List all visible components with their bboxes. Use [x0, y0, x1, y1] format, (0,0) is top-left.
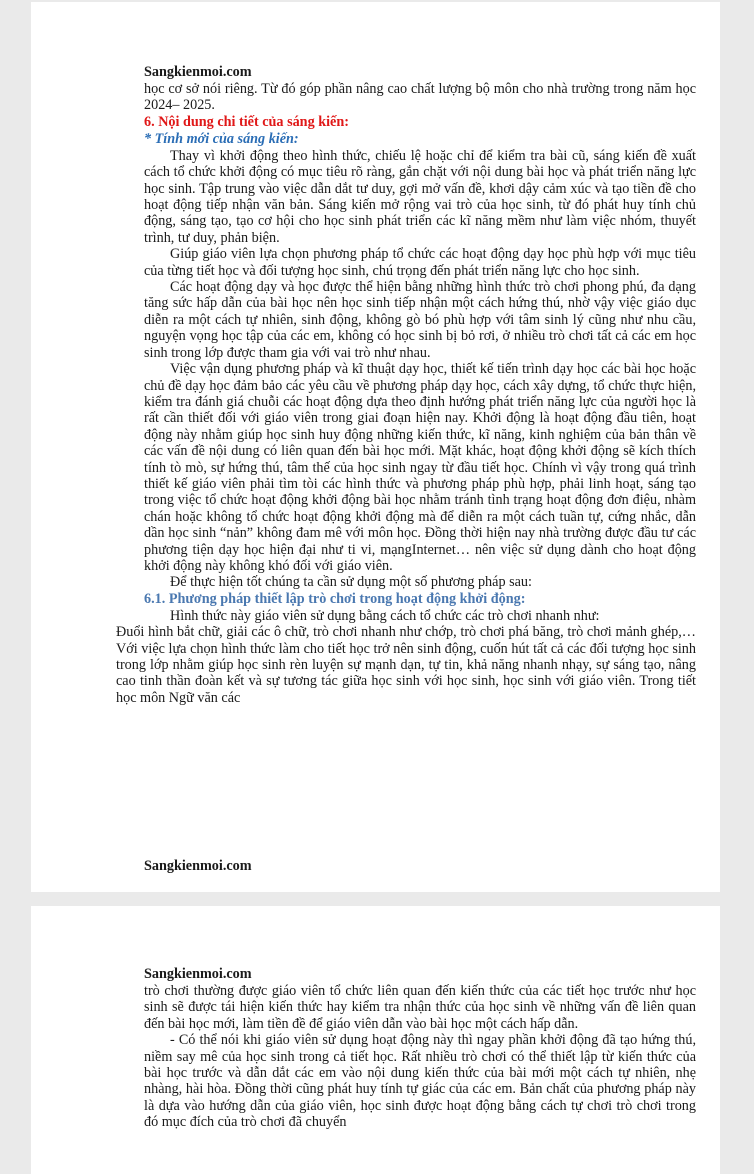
- paragraph: Thay vì khởi động theo hình thức, chiếu lệ hoặc chỉ để kiểm tra bài cũ, sáng kiến đề xuất cách tổ chức khởi động có mục tiêu rõ ràng, gắn chặt với nội dung bài học và phát triển năng lực học sinh. Tập trung vào việc dẫn dắt tư duy, gợi mở vấn đề, khơi dậy cảm xúc và tạo tiền đề cho hoạt động tiếp nhận văn bản. Sáng kiến mở rộng vai trò của học sinh, từ đó phát huy tính chủ động, sáng tạo, tạo cơ hội cho học sinh phát triển các kĩ năng mềm như làm việc nhóm, thuyết trình, tư duy, phản biện.: [144, 147, 696, 246]
- document-page-1: [31, 2, 720, 892]
- paragraph: Việc vận dụng phương pháp và kĩ thuật dạy học, thiết kế tiến trình dạy học các bài học hoặc chủ đề dạy học đảm bảo các yêu cầu về phương pháp dạy học, cách xây dựng, tổ chức thực hiện, kiểm tra đánh giá chuỗi các hoạt động dựa theo định hướng phát triển năng lực của người học là rất cần thiết đối với giáo viên trong giai đoạn hiện nay. Khởi động là hoạt động đầu tiên, hoạt động này nhằm giúp học sinh huy động những kiến thức, kĩ năng, kinh nghiệm của bản thân về các vấn đề nội dung có liên quan đến bài học mới. Mặt khác, hoạt động khởi động sẽ kích thích tính tò mò, sự hứng thú, tâm thế của học sinh ngay từ đầu tiết học. Chính vì vậy trong quá trình thiết kế giáo viên phải tìm tòi các hình thức và phương pháp phù hợp, phải linh hoạt, sáng tạo trong việc tổ chức hoạt động khởi động bài học nhằm tránh tình trạng hoạt động đơn điệu, nhàm chán hoặc không tổ chức hoạt động khởi động mà để diễn ra một cách tuần tự, cứng nhắc, dẫn dần học sinh “nản” không đam mê với môn học. Đồng thời hiện nay nhà trường được đầu tư các phương tiện dạy học hiện đại như ti vi, mạngInternet… nên việc sử dụng dành cho hoạt động khởi động này không khó đối với giáo viên.: [144, 361, 696, 574]
- paragraph: Để thực hiện tốt chúng ta cần sử dụng một số phương pháp sau:: [170, 574, 532, 591]
- novelty-heading: * Tính mới của sáng kiến:: [144, 130, 299, 147]
- page-header: Sangkienmoi.com: [144, 64, 252, 80]
- paragraph: - Có thể nói khi giáo viên sử dụng hoạt động này thì ngay phần khởi động đã tạo hứng thú, niềm say mê của học sinh trong cả tiết học. Rất nhiều trò chơi có thể thiết lập từ kiến thức của bài học trước và dẫn dắt các em vào nội dung kiến thức của bài mới một cách tự nhiên, nhẹ nhàng, hài hòa. Đồng thời cũng phát huy tính tự giác của các em. Bản chất của phương pháp này là dựa vào hướng dẫn của giáo viên, học sinh được hoạt động bằng cách tự chơi trò chơi trong đó mục đích của trò chơi đã chuyển: [144, 1032, 696, 1131]
- paragraph: trò chơi thường được giáo viên tổ chức liên quan đến kiến thức của các tiết học trước như học sinh sẽ được tái hiện kiến thức hay kiểm tra nhận thức của học sinh về những vấn đề liên quan đến bài học mới, làm tiền đề để giáo viên dẫn vào bài học một cách hấp dẫn.: [144, 983, 696, 1032]
- page-header: Sangkienmoi.com: [144, 966, 252, 982]
- method-heading: 6.1. Phương pháp thiết lập trò chơi trong hoạt động khởi động:: [144, 590, 526, 607]
- page-content: [144, 966, 696, 1131]
- paragraph-continuation: Đuổi hình bắt chữ, giải các ô chữ, trò chơi nhanh như chớp, trò chơi phá băng, trò chơi mảnh ghép,… Với việc lựa chọn hình thức làm cho tiết học trở nên sinh động, cuốn hút tất cả các đối tượng học sinh trong lớp nhằm giúp học sinh rèn luyện sự mạnh dạn, tự tin, khả năng nhanh nhạy, sự sáng tạo, nâng cao tinh thần đoàn kết và sự tương tác giữa học sinh với học sinh, học sinh với giáo viên. Trong tiết học môn Ngữ văn các: [116, 624, 696, 706]
- page-footer: Sangkienmoi.com: [144, 858, 252, 874]
- intro-paragraph: học cơ sở nói riêng. Từ đó góp phần nâng cao chất lượng bộ môn cho nhà trường trong năm học 2024– 2025.: [144, 81, 696, 114]
- section-heading: 6. Nội dung chi tiết của sáng kiến:: [144, 113, 349, 130]
- page-content: [116, 64, 696, 706]
- paragraph: Giúp giáo viên lựa chọn phương pháp tổ chức các hoạt động dạy học phù hợp với mục tiêu của từng tiết học và đối tượng học sinh, chú trọng đến phát triển năng lực cho học sinh.: [144, 246, 696, 279]
- paragraph: Các hoạt động dạy và học được thể hiện bằng những hình thức trò chơi phong phú, đa dạng tăng sức hấp dẫn của bài học nên học sinh tiếp nhận một cách hứng thú, nhờ vậy việc giáo dục diễn ra một cách tự nhiên, sinh động, không gò bó phù hợp với tâm sinh lý cũng như nhu cầu, nguyện vọng học tập của các em, không có học sinh bị bỏ rơi, ở nhiều trò chơi tất cả các em học sinh trong lớp được tham gia với vai trò như nhau.: [144, 279, 696, 361]
- paragraph-first-line: Hình thức này giáo viên sử dụng bằng cách tổ chức các trò chơi nhanh như:: [170, 607, 600, 624]
- document-page-2: [31, 906, 720, 1174]
